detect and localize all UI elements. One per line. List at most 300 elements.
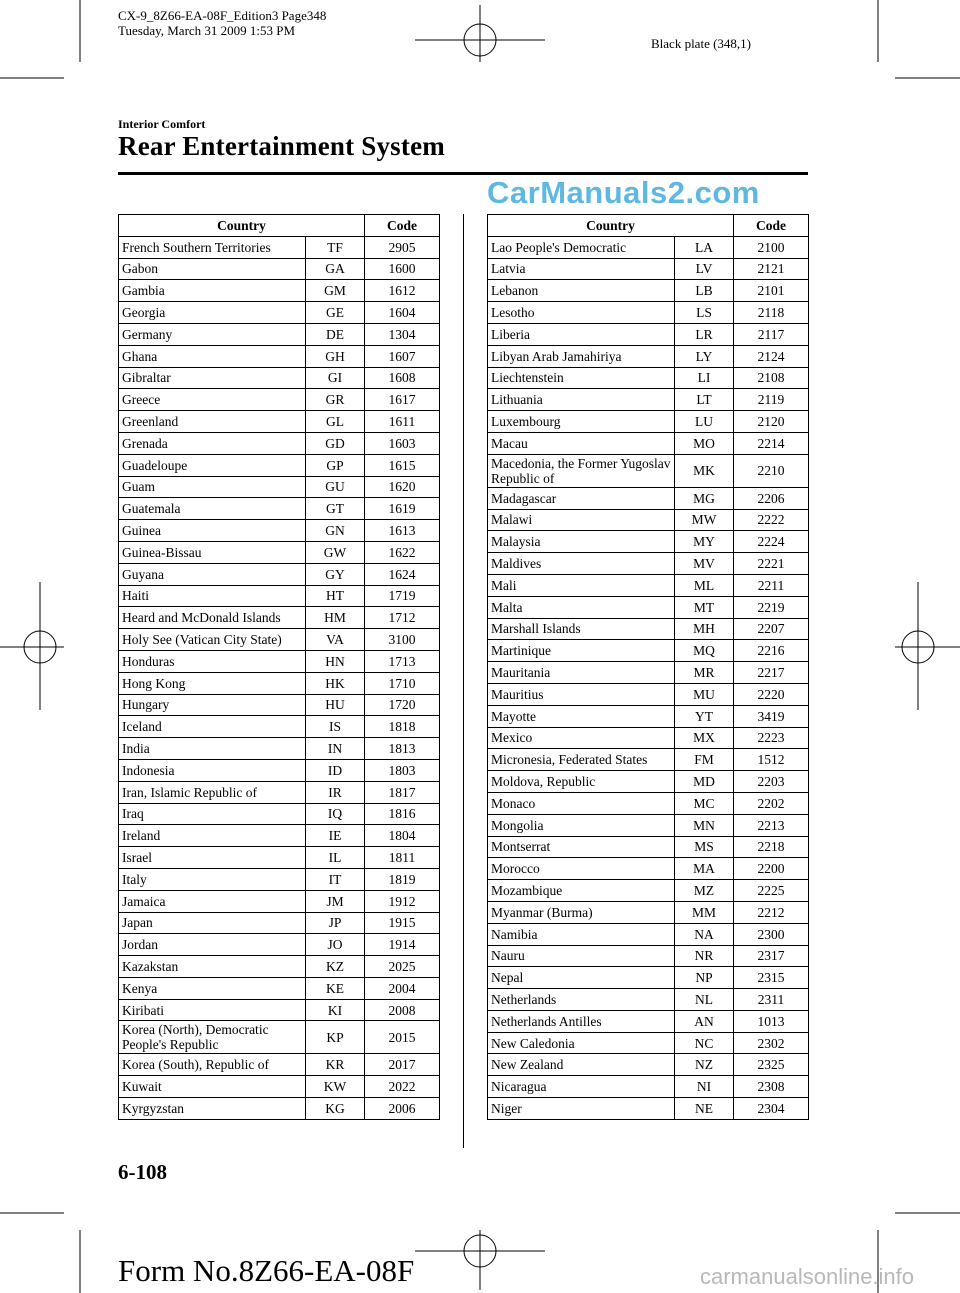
alpha-code: MK <box>675 454 734 487</box>
country-name: Macau <box>488 432 675 454</box>
numeric-code: 3100 <box>365 629 440 651</box>
alpha-code: MX <box>675 727 734 749</box>
table-row <box>488 236 809 258</box>
numeric-code: 1713 <box>365 650 440 672</box>
numeric-code: 1818 <box>365 716 440 738</box>
alpha-code: NA <box>675 923 734 945</box>
alpha-code: HM <box>306 607 365 629</box>
country-name: Lithuania <box>488 389 675 411</box>
numeric-code: 2210 <box>734 454 809 487</box>
form-number: Form No.8Z66-EA-08F <box>118 1253 415 1288</box>
table-row <box>119 694 440 716</box>
alpha-code: JO <box>306 934 365 956</box>
table-row <box>119 236 440 258</box>
alpha-code: MV <box>675 553 734 575</box>
numeric-code: 2223 <box>734 727 809 749</box>
numeric-code: 2117 <box>734 323 809 345</box>
table-row <box>488 836 809 858</box>
country-name: New Caledonia <box>488 1032 675 1054</box>
table-row <box>119 367 440 389</box>
numeric-code: 2216 <box>734 640 809 662</box>
table-row <box>488 367 809 389</box>
numeric-code: 1611 <box>365 411 440 433</box>
numeric-code: 1600 <box>365 258 440 280</box>
country-name: Latvia <box>488 258 675 280</box>
numeric-code: 1607 <box>365 345 440 367</box>
table-row <box>119 999 440 1021</box>
table-row <box>488 1032 809 1054</box>
alpha-code: NL <box>675 989 734 1011</box>
numeric-code: 2207 <box>734 618 809 640</box>
alpha-code: MA <box>675 858 734 880</box>
numeric-code: 1813 <box>365 738 440 760</box>
numeric-code: 2211 <box>734 574 809 596</box>
country-name: Hungary <box>119 694 306 716</box>
numeric-code: 1622 <box>365 541 440 563</box>
country-name: Kazakstan <box>119 956 306 978</box>
country-name: French Southern Territories <box>119 236 306 258</box>
table-row <box>119 890 440 912</box>
print-header-date: Tuesday, March 31 2009 1:53 PM <box>118 23 296 38</box>
table-row <box>488 749 809 771</box>
country-name: Nicaragua <box>488 1076 675 1098</box>
country-name: Nauru <box>488 945 675 967</box>
alpha-code: FM <box>675 749 734 771</box>
numeric-code: 1811 <box>365 847 440 869</box>
country-name: Netherlands <box>488 989 675 1011</box>
numeric-code: 1512 <box>734 749 809 771</box>
country-name: Malaysia <box>488 531 675 553</box>
numeric-code: 2317 <box>734 945 809 967</box>
numeric-code: 2008 <box>365 999 440 1021</box>
country-name: Marshall Islands <box>488 618 675 640</box>
alpha-code: TF <box>306 236 365 258</box>
numeric-code: 1615 <box>365 454 440 476</box>
alpha-code: MQ <box>675 640 734 662</box>
table-row <box>119 912 440 934</box>
table-row <box>119 476 440 498</box>
table-row <box>119 432 440 454</box>
code-header: Code <box>734 215 809 237</box>
country-name: Jordan <box>119 934 306 956</box>
numeric-code: 2220 <box>734 683 809 705</box>
alpha-code: IE <box>306 825 365 847</box>
table-row <box>119 585 440 607</box>
country-name: Heard and McDonald Islands <box>119 607 306 629</box>
country-name: Liberia <box>488 323 675 345</box>
country-name: Lebanon <box>488 280 675 302</box>
country-name: Gambia <box>119 280 306 302</box>
table-row <box>488 618 809 640</box>
footer-watermark: carmanualsonline.info <box>700 1264 915 1289</box>
table-row <box>488 302 809 324</box>
table-row <box>119 956 440 978</box>
table-row <box>488 640 809 662</box>
country-name: Mayotte <box>488 705 675 727</box>
alpha-code: GW <box>306 541 365 563</box>
country-name: Mali <box>488 574 675 596</box>
alpha-code: AN <box>675 1010 734 1032</box>
numeric-code: 2308 <box>734 1076 809 1098</box>
country-name: Italy <box>119 868 306 890</box>
country-name: Maldives <box>488 553 675 575</box>
alpha-code: GE <box>306 302 365 324</box>
numeric-code: 2025 <box>365 956 440 978</box>
table-row <box>488 662 809 684</box>
numeric-code: 2121 <box>734 258 809 280</box>
country-name: Indonesia <box>119 759 306 781</box>
country-name: Libyan Arab Jamahiriya <box>488 345 675 367</box>
country-header: Country <box>488 215 734 237</box>
country-name: Ghana <box>119 345 306 367</box>
country-name: Guinea <box>119 520 306 542</box>
country-name: Holy See (Vatican City State) <box>119 629 306 651</box>
country-name: Nepal <box>488 967 675 989</box>
alpha-code: IN <box>306 738 365 760</box>
alpha-code: MU <box>675 683 734 705</box>
country-name: Guadeloupe <box>119 454 306 476</box>
numeric-code: 1619 <box>365 498 440 520</box>
table-row <box>488 345 809 367</box>
country-name: Liechtenstein <box>488 367 675 389</box>
print-header-file: CX-9_8Z66-EA-08F_Edition3 Page348 <box>118 8 327 23</box>
alpha-code: LU <box>675 411 734 433</box>
numeric-code: 1914 <box>365 934 440 956</box>
country-name: India <box>119 738 306 760</box>
numeric-code: 2213 <box>734 814 809 836</box>
alpha-code: LT <box>675 389 734 411</box>
alpha-code: MN <box>675 814 734 836</box>
country-name: Hong Kong <box>119 672 306 694</box>
alpha-code: ID <box>306 759 365 781</box>
country-name: Korea (South), Republic of <box>119 1054 306 1076</box>
numeric-code: 2222 <box>734 509 809 531</box>
table-row <box>488 1054 809 1076</box>
table-row <box>488 531 809 553</box>
country-name: Greece <box>119 389 306 411</box>
country-name: Iran, Islamic Republic of <box>119 781 306 803</box>
numeric-code: 1617 <box>365 389 440 411</box>
numeric-code: 1620 <box>365 476 440 498</box>
alpha-code: MC <box>675 792 734 814</box>
country-code-table-left <box>118 214 440 1120</box>
numeric-code: 1013 <box>734 1010 809 1032</box>
alpha-code: KW <box>306 1076 365 1098</box>
alpha-code: NC <box>675 1032 734 1054</box>
table-row <box>488 1010 809 1032</box>
table-row <box>119 716 440 738</box>
code-header: Code <box>365 215 440 237</box>
numeric-code: 2118 <box>734 302 809 324</box>
numeric-code: 2004 <box>365 977 440 999</box>
table-row <box>488 683 809 705</box>
alpha-code: HN <box>306 650 365 672</box>
alpha-code: LV <box>675 258 734 280</box>
table-row <box>119 1054 440 1076</box>
country-name: Martinique <box>488 640 675 662</box>
table-row <box>119 847 440 869</box>
country-name: Kuwait <box>119 1076 306 1098</box>
table-row <box>488 411 809 433</box>
table-row <box>119 323 440 345</box>
table-row <box>488 432 809 454</box>
country-name: Germany <box>119 323 306 345</box>
country-name: Mauritius <box>488 683 675 705</box>
alpha-code: LB <box>675 280 734 302</box>
numeric-code: 2022 <box>365 1076 440 1098</box>
numeric-code: 2325 <box>734 1054 809 1076</box>
table-row <box>119 650 440 672</box>
numeric-code: 1912 <box>365 890 440 912</box>
table-row <box>119 607 440 629</box>
table-row <box>119 934 440 956</box>
alpha-code: ML <box>675 574 734 596</box>
alpha-code: HU <box>306 694 365 716</box>
alpha-code: MS <box>675 836 734 858</box>
country-name: Gabon <box>119 258 306 280</box>
table-row <box>488 1098 809 1120</box>
table-row <box>488 814 809 836</box>
numeric-code: 2214 <box>734 432 809 454</box>
alpha-code: DE <box>306 323 365 345</box>
watermark: CarManuals2.com <box>487 175 760 210</box>
alpha-code: MW <box>675 509 734 531</box>
numeric-code: 2101 <box>734 280 809 302</box>
alpha-code: LI <box>675 367 734 389</box>
numeric-code: 2217 <box>734 662 809 684</box>
country-name: Malta <box>488 596 675 618</box>
alpha-code: GI <box>306 367 365 389</box>
alpha-code: MO <box>675 432 734 454</box>
numeric-code: 3419 <box>734 705 809 727</box>
numeric-code: 2108 <box>734 367 809 389</box>
numeric-code: 2300 <box>734 923 809 945</box>
table-row <box>119 738 440 760</box>
table-row <box>119 1098 440 1120</box>
page-number: 6-108 <box>118 1160 167 1184</box>
country-name: Mongolia <box>488 814 675 836</box>
table-row <box>119 825 440 847</box>
numeric-code: 2015 <box>365 1021 440 1054</box>
numeric-code: 1624 <box>365 563 440 585</box>
country-name: Mauritania <box>488 662 675 684</box>
table-row <box>119 759 440 781</box>
table-row <box>119 389 440 411</box>
numeric-code: 2315 <box>734 967 809 989</box>
numeric-code: 1803 <box>365 759 440 781</box>
numeric-code: 1608 <box>365 367 440 389</box>
country-name: Grenada <box>119 432 306 454</box>
alpha-code: KG <box>306 1098 365 1120</box>
numeric-code: 2119 <box>734 389 809 411</box>
alpha-code: IS <box>306 716 365 738</box>
alpha-code: GR <box>306 389 365 411</box>
country-name: Monaco <box>488 792 675 814</box>
alpha-code: GM <box>306 280 365 302</box>
table-row <box>488 258 809 280</box>
table-row <box>119 520 440 542</box>
alpha-code: GT <box>306 498 365 520</box>
table-row <box>119 498 440 520</box>
country-name: Macedonia, the Former Yugoslav Republic of <box>488 454 675 487</box>
table-row <box>119 302 440 324</box>
country-name: Micronesia, Federated States <box>488 749 675 771</box>
numeric-code: 1712 <box>365 607 440 629</box>
numeric-code: 2124 <box>734 345 809 367</box>
table-row <box>119 868 440 890</box>
table-row <box>119 541 440 563</box>
country-name: Niger <box>488 1098 675 1120</box>
country-name: Netherlands Antilles <box>488 1010 675 1032</box>
alpha-code: GU <box>306 476 365 498</box>
country-name: Gibraltar <box>119 367 306 389</box>
alpha-code: HK <box>306 672 365 694</box>
numeric-code: 2203 <box>734 771 809 793</box>
numeric-code: 2218 <box>734 836 809 858</box>
alpha-code: NI <box>675 1076 734 1098</box>
table-row <box>488 792 809 814</box>
alpha-code: IT <box>306 868 365 890</box>
table-row <box>119 454 440 476</box>
numeric-code: 1816 <box>365 803 440 825</box>
table-row <box>488 945 809 967</box>
numeric-code: 1612 <box>365 280 440 302</box>
alpha-code: GL <box>306 411 365 433</box>
alpha-code: LS <box>675 302 734 324</box>
alpha-code: HT <box>306 585 365 607</box>
table-row <box>119 345 440 367</box>
numeric-code: 2304 <box>734 1098 809 1120</box>
numeric-code: 1819 <box>365 868 440 890</box>
numeric-code: 2212 <box>734 901 809 923</box>
alpha-code: LR <box>675 323 734 345</box>
numeric-code: 2224 <box>734 531 809 553</box>
numeric-code: 2017 <box>365 1054 440 1076</box>
table-row <box>119 672 440 694</box>
numeric-code: 2905 <box>365 236 440 258</box>
alpha-code: MZ <box>675 880 734 902</box>
country-name: Morocco <box>488 858 675 880</box>
table-row <box>119 563 440 585</box>
numeric-code: 1710 <box>365 672 440 694</box>
country-name: Kyrgyzstan <box>119 1098 306 1120</box>
numeric-code: 2221 <box>734 553 809 575</box>
alpha-code: GP <box>306 454 365 476</box>
table-row <box>488 705 809 727</box>
alpha-code: MY <box>675 531 734 553</box>
alpha-code: JP <box>306 912 365 934</box>
alpha-code: NZ <box>675 1054 734 1076</box>
alpha-code: MT <box>675 596 734 618</box>
numeric-code: 2006 <box>365 1098 440 1120</box>
country-name: Georgia <box>119 302 306 324</box>
country-name: Guinea-Bissau <box>119 541 306 563</box>
alpha-code: LA <box>675 236 734 258</box>
table-row <box>119 258 440 280</box>
table-row <box>488 596 809 618</box>
country-name: Honduras <box>119 650 306 672</box>
table-row <box>488 454 809 487</box>
alpha-code: GH <box>306 345 365 367</box>
country-name: Madagascar <box>488 487 675 509</box>
alpha-code: MH <box>675 618 734 640</box>
country-name: Myanmar (Burma) <box>488 901 675 923</box>
column-separator <box>463 214 464 1148</box>
table-header-row <box>488 215 809 237</box>
alpha-code: IQ <box>306 803 365 825</box>
country-header: Country <box>119 215 365 237</box>
numeric-code: 1304 <box>365 323 440 345</box>
alpha-code: MR <box>675 662 734 684</box>
alpha-code: KP <box>306 1021 365 1054</box>
alpha-code: MG <box>675 487 734 509</box>
table-row <box>119 629 440 651</box>
country-name: Guatemala <box>119 498 306 520</box>
alpha-code: IL <box>306 847 365 869</box>
alpha-code: GD <box>306 432 365 454</box>
alpha-code: MD <box>675 771 734 793</box>
table-header-row <box>119 215 440 237</box>
table-row <box>119 1076 440 1098</box>
numeric-code: 2225 <box>734 880 809 902</box>
table-row <box>119 411 440 433</box>
numeric-code: 2100 <box>734 236 809 258</box>
alpha-code: KE <box>306 977 365 999</box>
numeric-code: 1817 <box>365 781 440 803</box>
country-name: Mozambique <box>488 880 675 902</box>
numeric-code: 1719 <box>365 585 440 607</box>
numeric-code: 1720 <box>365 694 440 716</box>
numeric-code: 1804 <box>365 825 440 847</box>
alpha-code: JM <box>306 890 365 912</box>
country-name: Korea (North), Democratic People's Republic <box>119 1021 306 1054</box>
numeric-code: 2302 <box>734 1032 809 1054</box>
alpha-code: NP <box>675 967 734 989</box>
alpha-code: VA <box>306 629 365 651</box>
country-code-table-right <box>487 214 809 1120</box>
country-name: Kenya <box>119 977 306 999</box>
alpha-code: NE <box>675 1098 734 1120</box>
table-row <box>488 487 809 509</box>
country-name: New Zealand <box>488 1054 675 1076</box>
section-label: Interior Comfort <box>118 117 206 131</box>
country-name: Ireland <box>119 825 306 847</box>
print-header-plate: Black plate (348,1) <box>651 36 751 51</box>
alpha-code: KR <box>306 1054 365 1076</box>
table-row <box>488 553 809 575</box>
table-row <box>488 509 809 531</box>
alpha-code: YT <box>675 705 734 727</box>
country-name: Lao People's Democratic <box>488 236 675 258</box>
numeric-code: 1604 <box>365 302 440 324</box>
alpha-code: KZ <box>306 956 365 978</box>
numeric-code: 2200 <box>734 858 809 880</box>
table-row <box>488 771 809 793</box>
country-name: Guyana <box>119 563 306 585</box>
numeric-code: 2219 <box>734 596 809 618</box>
country-name: Jamaica <box>119 890 306 912</box>
table-row <box>488 858 809 880</box>
table-row <box>488 727 809 749</box>
country-name: Mexico <box>488 727 675 749</box>
table-row <box>488 574 809 596</box>
table-row <box>488 323 809 345</box>
country-name: Lesotho <box>488 302 675 324</box>
table-row <box>119 977 440 999</box>
alpha-code: GY <box>306 563 365 585</box>
numeric-code: 2120 <box>734 411 809 433</box>
alpha-code: IR <box>306 781 365 803</box>
